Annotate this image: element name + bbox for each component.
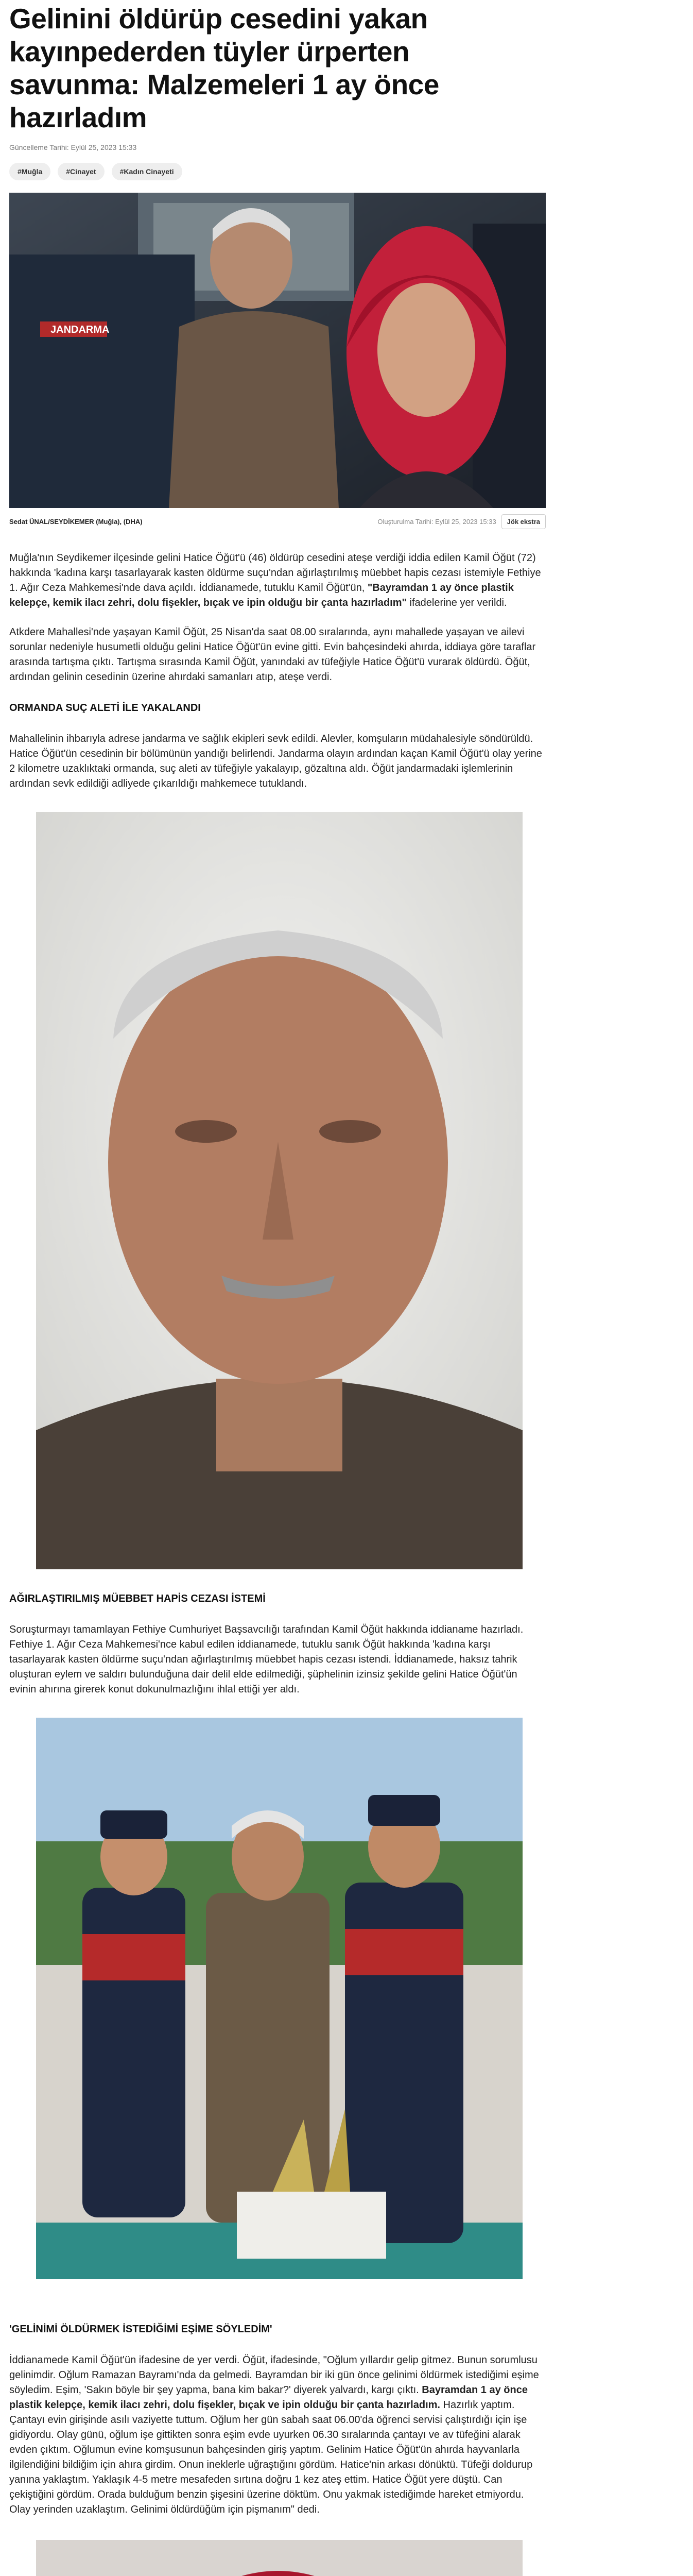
photo-old-man (36, 812, 523, 1569)
subheading-1: ORMANDA SUÇ ALETİ İLE YAKALANDI (9, 702, 201, 714)
photo-jandarma-escort (36, 1718, 523, 2279)
paragraph-5: İddianamede Kamil Öğüt'ün ifadesine de yer verdi. Öğüt, ifadesinde, "Oğlum yıllardır gelip gitmez. Bunun sorumlusu gelinimdir. Oğlum Ramazan Bayramı'nda da gelmedi. Bayramdan bir iki gün önce gelinimi öldürmek istediğimi eşime söyledim. Eşim, 'Sakın böyle bir şey yapma, bana kim bakar?' diyerek yalvardı, kargı çıktı. Bayramdan 1 ay önce plastik kelepçe, kemik ilacı zehri, dolu fişekler, bıçak ve ipin olduğu bir çanta hazırladım. Hazırlık yaptım. Çantayı evin girişinde asılı vaziyette tuttum. Oğlum her gün sabah saat 06.00'da öğrenci servisi çalıştırdığı için işe gidiyordu. Olay günü, oğlum işe gittikten sonra eşim evde uyurken 06.30 sıralarında çantayı ve av tüfeğini alarak evden çıktım. Oğlumun evine komşusunun bahçesinden giriş yaptım. Gelinim Hatice Öğüt'ün ahırda hayvanlarla ilgilendiğini bildiğim için ahıra girdim. Onun ineklerle uğraştığını gördüm. Hatice'nin arkası dönüktü. Tüfeği doldurup yanına yaklaştım. Yaklaşık 4-5 metre mesafeden sırtına doğru 1 kez ateş ettim. Hatice Öğüt yere düştü. Can çekiştiğini gördüm. Orada bulduğum benzin şişesini üzerine döktüm. Onu yakmak istediğimde hareket etmiyordu. Olay yerinden uzaklaştım. Gelinimi öldürdüğüm için pişmanım" dedi. (9, 2354, 539, 2515)
paragraph-1: Muğla'nın Seydikemer ilçesinde gelini Hatice Öğüt'ü (46) öldürüp cesedini ateşe verdiği iddia edilen Kamil Öğüt (72) hakkında 'kadına karşı tasarlayarak kasten öldürme suçu'ndan ağırlaştırılmış müebbet hapis cezası istemiyle Fethiye 1. Ağır Ceza Mahkemesi'nde dava açıldı. İddianamede, tutuklu Kamil Öğüt'ün, "Bayramdan 1 ay önce plastik kelepçe, kemik ilacı zehri, dolu fişekler, bıçak ve ipin olduğu bir çanta hazırladım" ifadelerine yer verildi. (9, 552, 541, 608)
tag-list (9, 163, 546, 180)
meta-row (9, 514, 546, 529)
read-badge[interactable]: Jök ekstra (501, 514, 546, 529)
subheading-2: AĞIRLAŞTIRILMIŞ MÜEBBET HAPİS CEZASI İSTEMİ (9, 1593, 266, 1604)
subheading-3: 'GELİNİMİ ÖLDÜRMEK İSTEDİĞİMİ EŞİME SÖYLEDİM' (9, 2324, 272, 2335)
tag-kadin-cinayeti[interactable]: #Kadın Cinayeti (112, 163, 182, 180)
article (9, 0, 546, 2576)
paragraph-3: Mahallelinin ihbarıyla adrese jandarma ve sağlık ekipleri sevk edildi. Alevler, komşuların müdahalesiyle söndürüldü. Hatice Öğüt'ün cesedinin bir bölümünün yandığı belirlendi. Jandarma olayın ardından kaçan Kamil Öğüt'ü olay yerine 2 kilometre uzaklıktaki ormanda, suç aleti av tüfeğiyle yakalayıp, gözaltına aldı. Öğüt jandarmadaki işlemlerinin ardından sevk edildiği adliyede çıkarıldığı mahkemece tutuklandı. (9, 733, 542, 789)
byline: Sedat ÜNAL/SEYDİKEMER (Muğla), (DHA) (9, 518, 143, 526)
update-date: Güncelleme Tarihi: Eylül 25, 2023 15:33 (9, 143, 137, 151)
photo-woman (36, 2540, 523, 2576)
paragraph-2: Atkdere Mahallesi'nde yaşayan Kamil Öğüt, 25 Nisan'da saat 08.00 sıralarında, aynı mahallede yaşayan ve ailevi sorunlar nedeniyle husumetli olduğu gelini Hatice Öğüt'ün evine gitti. Evin bahçesindeki ahırda, iddiaya göre taraflar arasında tartışma çıktı. Tartışma sırasında Kamil Öğüt, yanındaki av tüfeğiyle Hatice Öğüt'ü vurarak öldürdü. Öğüt, ardından gelinin cesedinin üzerine ahırdaki samanları atıp, ateşe verdi. (9, 626, 536, 683)
paragraph-4: Soruşturmayı tamamlayan Fethiye Cumhuriyet Başsavcılığı tarafından Kamil Öğüt hakkında iddianame hazırladı. Fethiye 1. Ağır Ceza Mahkemesi'nce kabul edilen iddianamede, tutuklu sanık Öğüt hakkında 'kadına karşı tasarlayarak kasten öldürme suçu'ndan ağırlaştırılmış müebbet hapis cezası istendi. İddianamede, haksız tahrik oluşturan eylem ve saldırı bulunduğuna dair delil elde edilmediği, şüphelinin izinsiz şekilde gelini Hatice Öğüt'ün evinin ahırına girerek konut dokunulmazlığını ihlal ettiği yer aldı. (9, 1624, 524, 1695)
jandarma-label: JANDARMA (50, 324, 110, 335)
tag-cinayet[interactable]: #Cinayet (58, 163, 104, 180)
hero-image (9, 193, 546, 508)
published-date: Oluşturulma Tarihi: Eylül 25, 2023 15:33 (377, 518, 496, 526)
article-title: Gelinini öldürüp cesedini yakan kayınpederden tüyler ürperten savunma: Malzemeleri 1 ay önce hazırladım (9, 3, 439, 133)
tag-mugla[interactable]: #Muğla (9, 163, 50, 180)
